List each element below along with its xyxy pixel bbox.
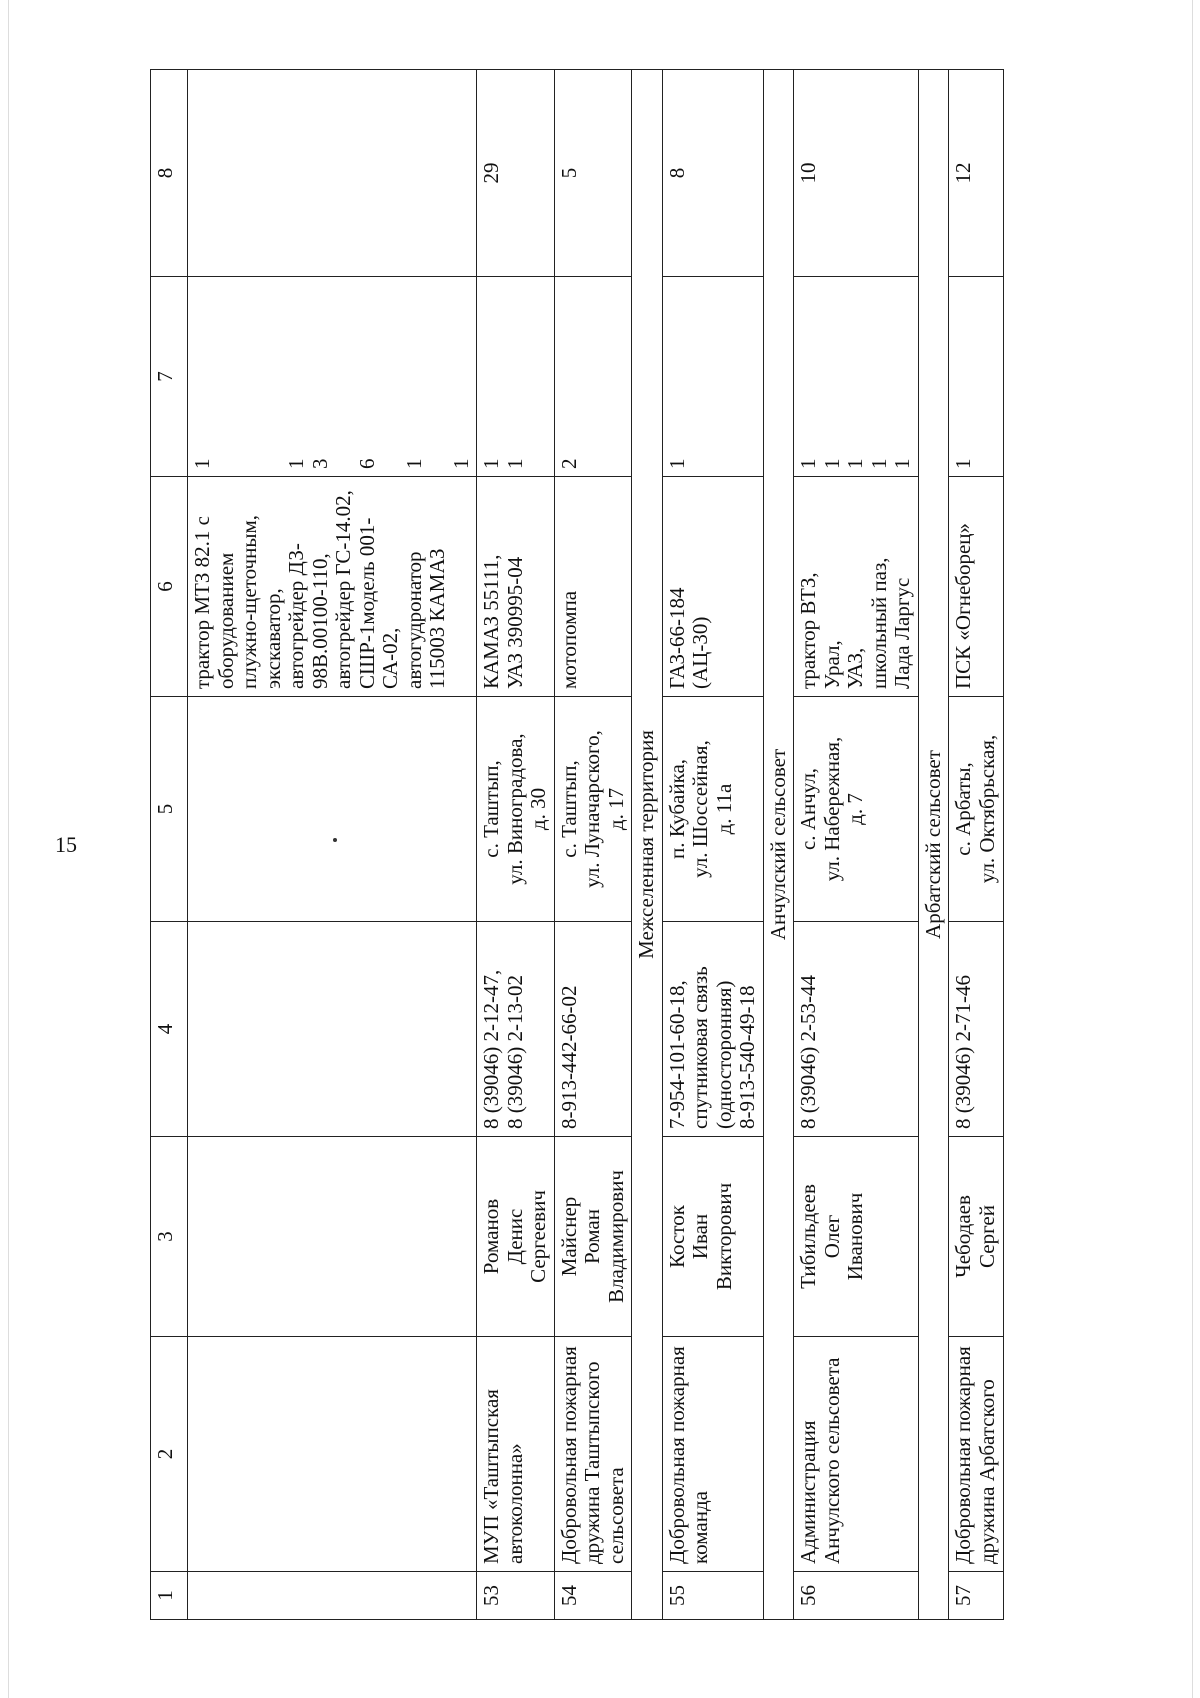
- organization-cell: Добровольная пожарная дружина Таштыпского сельсовета: [554, 1337, 632, 1572]
- address-cell: п. Кубайка, ул. Шоссейная, д. 11а: [662, 697, 763, 922]
- organization-cell: Добровольная пожарная команда: [662, 1337, 763, 1572]
- head-name-cell: [188, 1137, 477, 1337]
- machinery-cell: трактор ВТЗ, Урал, УАЗ, школьный паз, Лада Ларгус: [794, 477, 919, 697]
- address-cell: с. Арбаты, ул. Октябрьская,: [949, 697, 1003, 922]
- total-cell: [188, 70, 477, 277]
- row-number: 55: [662, 1572, 763, 1620]
- table-row: [554, 70, 632, 1620]
- quantity-cell: 1 1 3 6 1 1: [188, 277, 477, 477]
- column-header: 6: [151, 477, 188, 697]
- phone-cell: 8 (39046) 2-12-47, 8 (39046) 2-13-02: [477, 922, 555, 1137]
- head-name-cell: Чебодаев Сергей: [949, 1137, 1003, 1337]
- phone-cell: 7-954-101-60-18, спутниковая связь (односторонняя) 8-913-540-49-18: [662, 922, 763, 1137]
- section-row: [763, 70, 794, 1620]
- head-name-cell: Тибильдеев Олег Иванович: [794, 1137, 919, 1337]
- row-number: 54: [554, 1572, 632, 1620]
- address-cell: с. Таштып, ул. Виноградова, д. 30: [477, 697, 555, 922]
- section-row: [918, 70, 949, 1620]
- row-number: 53: [477, 1572, 555, 1620]
- organization-cell: Администрация Анчулского сельсовета: [794, 1337, 919, 1572]
- row-number: 56: [794, 1572, 919, 1620]
- column-header: 3: [151, 1137, 188, 1337]
- rotated-table-container: [150, 70, 1150, 1620]
- column-header: 4: [151, 922, 188, 1137]
- organization-cell: Добровольная пожарная дружина Арбатского: [949, 1337, 1003, 1572]
- organization-cell: [188, 1337, 477, 1572]
- head-name-cell: Майснер Роман Владимирович: [554, 1137, 632, 1337]
- total-cell: 8: [662, 70, 763, 277]
- phone-cell: [188, 922, 477, 1137]
- head-name-cell: Романов Денис Сергеевич: [477, 1137, 555, 1337]
- quantity-cell: 1: [949, 277, 1003, 477]
- organization-cell: МУП «Таштыпская автоколонна»: [477, 1337, 555, 1572]
- header-row: [151, 70, 188, 1620]
- column-header: 2: [151, 1337, 188, 1572]
- section-label: Арбатский сельсовет: [918, 70, 949, 1620]
- head-name-cell: Косток Иван Викторович: [662, 1137, 763, 1337]
- section-label: Межселенная территория: [632, 70, 663, 1620]
- column-header: 5: [151, 697, 188, 922]
- table-row: [477, 70, 555, 1620]
- column-header: 1: [151, 1572, 188, 1620]
- table-row: [794, 70, 919, 1620]
- quantity-cell: 1: [662, 277, 763, 477]
- phone-cell: 8-913-442-66-02: [554, 922, 632, 1137]
- total-cell: 12: [949, 70, 1003, 277]
- machinery-cell: КАМАЗ 55111, УАЗ 390995-04: [477, 477, 555, 697]
- total-cell: 10: [794, 70, 919, 277]
- quantity-cell: 2: [554, 277, 632, 477]
- machinery-cell: мотопомпа: [554, 477, 632, 697]
- table-row: [662, 70, 763, 1620]
- address-cell: [188, 697, 477, 922]
- table-row: [949, 70, 1003, 1620]
- phone-cell: 8 (39046) 2-71-46: [949, 922, 1003, 1137]
- address-cell: с. Таштып, ул. Луначарского, д. 17: [554, 697, 632, 922]
- column-header: 7: [151, 277, 188, 477]
- section-row: [632, 70, 663, 1620]
- machinery-cell: ПСК «Огнеборец»: [949, 477, 1003, 697]
- row-number: [188, 1572, 477, 1620]
- equipment-table: [150, 69, 1004, 1620]
- total-cell: 5: [554, 70, 632, 277]
- table-row: [188, 70, 477, 1620]
- total-cell: 29: [477, 70, 555, 277]
- page-number: 15: [55, 832, 77, 857]
- address-cell: с. Анчул, ул. Набережная, д. 7: [794, 697, 919, 922]
- column-header: 8: [151, 70, 188, 277]
- quantity-cell: 1 1: [477, 277, 555, 477]
- row-number: 57: [949, 1572, 1003, 1620]
- section-label: Анчулский сельсовет: [763, 70, 794, 1620]
- machinery-cell: ГАЗ-66-184 (АЦ-30): [662, 477, 763, 697]
- machinery-cell: трактор МТЗ 82.1 с оборудованием плужно-щеточным, экскаватор, автогрейдер ДЗ- 98В.00100-110, автогрейдер ГС-14.02, СШР-1модель 001- СА-02, автогудронатор 115003 КАМАЗ: [188, 477, 477, 697]
- phone-cell: 8 (39046) 2-53-44: [794, 922, 919, 1137]
- quantity-cell: 1 1 1 1 1: [794, 277, 919, 477]
- table-body: [188, 70, 1004, 1620]
